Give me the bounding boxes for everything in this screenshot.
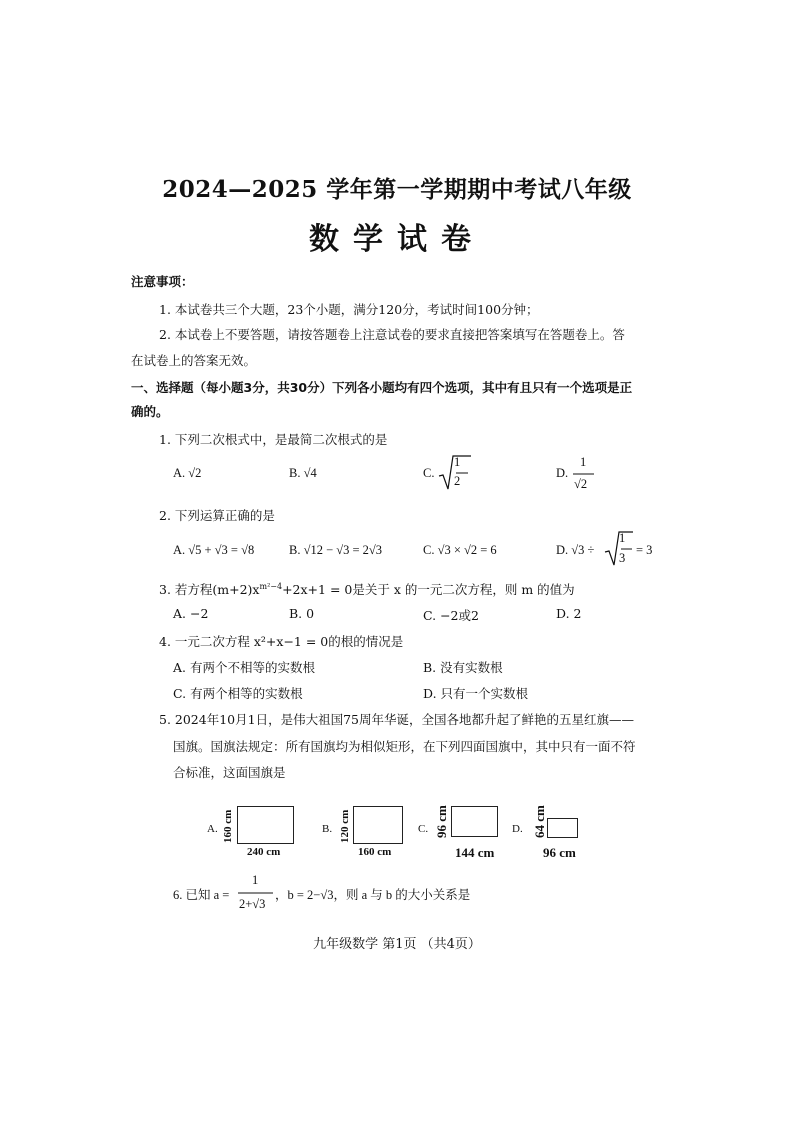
q5-flag-c-height-label: 96 cm <box>434 805 449 838</box>
exam-title-line2: 数学试卷 <box>309 222 485 257</box>
q5-flag-d-letter: D. <box>512 823 523 835</box>
q1-option-c-denominator: 2 <box>454 474 461 488</box>
q2-option-d-label: D. √3 ÷ <box>556 543 595 557</box>
q5-flag-b-rectangle <box>353 806 403 844</box>
q1-stem: 1. 下列二次根式中，是最简二次根式的是 <box>159 432 388 447</box>
exam-title-line1: 2024—2025 学年第一学期期中考试八年级 <box>162 176 632 203</box>
q1-option-d-label: D. <box>556 466 569 480</box>
q5-flag-c-letter: C. <box>418 823 429 835</box>
q1-option-b: B. √4 <box>289 466 317 480</box>
q2-option-d-tail: = 3 <box>636 543 653 557</box>
q1-option-c-label: C. <box>423 466 435 480</box>
notice-item-1: 1. 本试卷共三个大题，23个小题，满分120分，考试时间100分钟； <box>159 302 539 317</box>
q4-option-c: C. 有两个相等的实数根 <box>173 686 303 701</box>
q3-stem-exponent: m²−4 <box>259 581 283 591</box>
q5-flag-b-height-label: 120 cm <box>339 809 351 843</box>
q3-option-d: D. 2 <box>556 606 582 621</box>
q3-option-b: B. 0 <box>289 606 315 621</box>
section1-heading-line2: 确的。 <box>131 404 169 419</box>
q3-option-a: A. −2 <box>173 606 209 621</box>
q6-fraction-bar <box>238 891 274 895</box>
q5-flag-a-width-label: 240 cm <box>247 846 281 858</box>
q2-option-d-denominator: 3 <box>619 551 626 565</box>
q2-option-b: B. √12 − √3 = 2√3 <box>289 543 383 557</box>
notice-item-2-line1: 2. 本试卷上不要答题，请按答题卷上注意试卷的要求直接把答案填写在答题卷上。答 <box>159 327 625 342</box>
q6-denominator: 2+√3 <box>239 897 266 911</box>
q3-stem <box>159 580 575 598</box>
q6-stem-post: ，b = 2−√3，则 a 与 b 的大小关系是 <box>275 888 471 902</box>
q4-stem: 4. 一元二次方程 x²+x−1 = 0的根的情况是 <box>159 634 404 649</box>
notice-item-2-line2: 在试卷上的答案无效。 <box>131 353 257 368</box>
q5-flag-b-width-label: 160 cm <box>358 846 392 858</box>
page-footer: 九年级数学 第1页 （共4页） <box>313 937 481 952</box>
q5-flag-c-width-label: 144 cm <box>455 845 495 860</box>
q6-numerator: 1 <box>252 873 259 887</box>
q5-flag-a-letter: A. <box>207 823 218 835</box>
q4-option-a: A. 有两个不相等的实数根 <box>173 660 315 675</box>
q2-stem: 2. 下列运算正确的是 <box>159 508 275 523</box>
q5-line-3: 合标准，这面国旗是 <box>173 765 286 780</box>
q3-stem-pre: 3. 若方程(m+2)x <box>159 582 260 597</box>
q2-option-c: C. √3 × √2 = 6 <box>423 543 497 557</box>
q1-option-a: A. √2 <box>173 466 202 480</box>
q6-stem-pre: 6. 已知 a = <box>173 888 230 902</box>
q5-line-2: 国旗。国旗法规定：所有国旗均为相似矩形，在下列四面国旗中，其中只有一面不符 <box>173 739 636 754</box>
q5-flag-b-letter: B. <box>322 823 333 835</box>
q1-option-c-numerator: 1 <box>454 455 461 469</box>
q4-option-d: D. 只有一个实数根 <box>423 686 529 701</box>
notice-heading: 注意事项： <box>131 274 194 289</box>
q3-stem-post: +2x+1 = 0是关于 x 的一元二次方程，则 m 的值为 <box>282 582 575 597</box>
q5-flag-a-height-label: 160 cm <box>222 809 234 843</box>
q5-flag-d-height-label: 64 cm <box>532 805 547 838</box>
q1-option-d-denominator: √2 <box>574 477 588 491</box>
section1-heading-line1: 一、选择题（每小题3分，共30分）下列各小题均有四个选项，其中有且只有一个选项是正 <box>131 380 633 395</box>
q3-option-c: C. −2或2 <box>423 608 479 623</box>
q1-option-d-fraction-bar <box>573 472 595 476</box>
q5-flag-d-rectangle <box>547 818 578 838</box>
q1-option-d-numerator: 1 <box>580 455 587 469</box>
q5-flag-c-rectangle <box>451 806 498 837</box>
q2-option-d-numerator: 1 <box>619 531 626 545</box>
q5-flag-d-width-label: 96 cm <box>543 845 576 860</box>
q2-option-a: A. √5 + √3 = √8 <box>173 543 255 557</box>
q4-option-b: B. 没有实数根 <box>423 660 503 675</box>
q5-line-1: 5. 2024年10月1日，是伟大祖国75周年华诞，全国各地都升起了鲜艳的五星红旗—— <box>159 712 634 727</box>
q5-flag-a-rectangle <box>237 806 294 844</box>
